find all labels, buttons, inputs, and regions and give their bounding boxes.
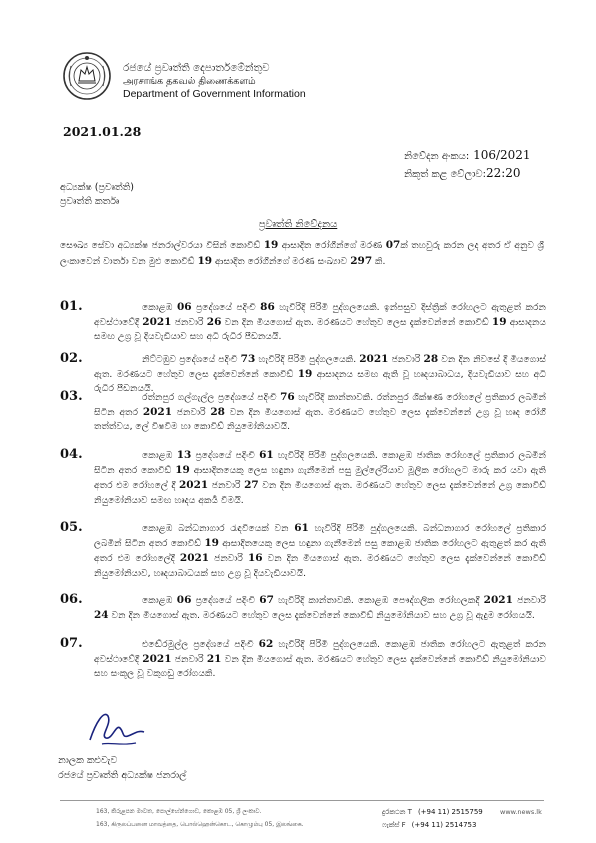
report-item-figure: 13 — [176, 449, 192, 461]
report-item-segment: හැවිරිදි පිරිමි පුද්ගලයෙකි. බන්ධනාගාර රෝහලේ ප්‍රතිකාර ලබමින් සිටින අතර කොවිඩ් — [94, 523, 547, 550]
report-item — [60, 389, 546, 445]
intro-text: ආසාදිත රෝගීන්ගේ මරණ සංඛ්‍යාව — [212, 255, 351, 267]
report-item-segment: ජනවාරි — [171, 654, 207, 666]
report-item-number: 03. — [60, 389, 83, 404]
report-item-figure: 2021 — [142, 406, 173, 419]
report-item-figure: 26 — [206, 316, 222, 329]
intro-paragraph — [60, 238, 544, 269]
report-item-figure: 2021 — [359, 353, 389, 365]
report-item-figure: 62 — [258, 638, 274, 650]
document-heading: ප්‍රවෘත්ති නිවේදනය — [258, 219, 338, 230]
report-item — [60, 299, 546, 349]
intro-text: ක් තහවුරු කරන ලද අතර ඒ අනුව ශ්‍රී ලංකාවෙන් වාර්තා වන මුළු කොවිඩ් — [60, 240, 544, 267]
signature-icon — [82, 702, 162, 752]
report-item-segment: කොළඹ — [142, 450, 177, 461]
report-item-segment: කොළඹ — [142, 595, 177, 606]
report-item-figure: 19 — [297, 368, 313, 381]
recipient-director: අධ්‍යක්ෂ (ප්‍රවෘත්ති) — [60, 182, 135, 193]
report-item-figure: 61 — [294, 522, 309, 534]
report-item-figure: 2021 — [483, 594, 513, 606]
report-item-segment: හැවිරිදි කාන්තාවකි. කොළඹ පෞද්ගලික රෝහලකදී — [273, 595, 484, 606]
report-item-segment: ජනවාරි — [171, 317, 207, 329]
report-item-number: 07. — [60, 636, 83, 651]
report-item-segment: ජනවාරි — [512, 595, 546, 606]
report-item-segment: ප්‍රදේශයේ පදිංචි — [191, 302, 261, 313]
government-emblem-icon — [62, 50, 112, 102]
report-item-number: 06. — [60, 592, 83, 607]
footer-phone — [382, 808, 483, 817]
footer-phone-label: දුරකථන T — [382, 808, 412, 816]
department-name — [123, 62, 306, 101]
report-item-figure: 16 — [247, 552, 263, 565]
report-item-figure: 2021 — [142, 653, 172, 666]
footer-address-sinhala: 163, කිරුළපන මාවත, පොල්හේන්ගොඩ, කොළඹ 05, ශ්‍රී ලංකාව. — [96, 808, 262, 815]
report-item-segment: ආසාදනය සමඟ උග්‍ර වූ දියවැඩියාව සහ අධි රුධිර පීඩනයයි. — [94, 317, 546, 343]
report-item-segment: ආසාදනය සමඟ ඇති වූ හෘදයාබාධය, දියවැඩියාව සහ අධි රුධිර පීඩනයයි. — [94, 369, 546, 395]
report-item — [60, 351, 546, 395]
report-item-figure: 19 — [175, 464, 190, 477]
report-item-figure: 67 — [259, 594, 274, 606]
signatory-name: නාලක කළුවැව — [58, 755, 118, 766]
report-item-segment: හැවිරිදි කාන්තාවකි. රත්නපුර ශික්ෂණ රෝහලේ ප්‍රතිකාර ලබමින් සිටින අතර — [94, 392, 546, 419]
intro-text: සෞඛ්‍ය සේවා අධ්‍යක්ෂ ජනරාල්වරයා විසින් කොවිඩ් — [60, 240, 264, 251]
report-item-figure: 24 — [94, 609, 109, 622]
report-item-text — [94, 593, 546, 623]
report-item-text — [94, 521, 546, 581]
release-date: 2021.01.28 — [63, 124, 142, 139]
intro-number: 19 — [263, 239, 279, 251]
intro-total-deaths: 297 — [350, 254, 373, 267]
recipient-editor: ප්‍රවෘත්ති කර්තෘ — [60, 196, 120, 207]
report-item-segment: වන දින මියගොස් ඇත. මරණයට හේතුව ලෙස දැක්වෙන්නේ කොවිඩ් — [221, 317, 492, 329]
report-item-segment: ආසාදිතයෙකු ලෙස හඳුනා ගැනීමෙන් පසු කොළඹ ජාතික රෝහලට ඇතුළත් කර ඇති අතර එම රෝහලේදී — [94, 538, 546, 565]
footer-fax-value: (+94 11) 2514753 — [411, 821, 477, 829]
report-item-text — [94, 637, 546, 682]
release-time-value: 22:20 — [485, 166, 521, 180]
report-item-segment: හැවිරිදි පිරිමි පුද්ගලයෙකි. ඉන්පසුව දිස්ත්‍රික් රෝහලට ඇතුළත් කරන අවස්ථාවේදී — [94, 302, 547, 329]
report-item-segment: කොළඹ — [142, 302, 177, 313]
report-item-segment: ප්‍රදේශයේ පදිංචි — [191, 450, 260, 461]
report-item-figure: 76 — [280, 391, 295, 403]
report-item-segment: ජනවාරි — [208, 480, 245, 492]
release-number — [404, 148, 531, 162]
release-number-value: 106/2021 — [473, 148, 531, 162]
report-item-segment: වන දින මියගොස් ඇත. මරණයට හේතුව ලෙස දැක්වෙන්නේ උග්‍ර වූ හෘද රෝගී තත්ත්වය, ලේ විෂවීම හා කොවිඩ් නියුමෝනියාවයි. — [94, 407, 547, 433]
report-item-segment: වන දින මියගොස් ඇත. මරණයට හේතුව ලෙස දැක්වෙන්නේ කොවිඩ් නියුමෝනියාව, හෘදයාබාධයක් සහ උග්‍ර වූ දියවැඩියාවයි. — [94, 553, 546, 579]
report-item-figure: 2021 — [179, 552, 210, 565]
report-item-figure: 28 — [423, 353, 439, 365]
footer-divider — [60, 800, 544, 801]
report-item-figure: 61 — [259, 449, 274, 461]
report-item-figure: 73 — [240, 353, 256, 365]
department-name-sinhala: රජයේ ප්‍රවෘත්ති දෙපාර්තමේන්තුව — [123, 62, 270, 74]
report-item — [60, 520, 546, 590]
footer-fax-label: ෆැක්ස් F — [382, 821, 406, 829]
report-item-figure: 27 — [244, 479, 259, 492]
footer-fax — [382, 821, 476, 830]
report-item-figure: 86 — [260, 301, 275, 313]
signatory-title: රජයේ ප්‍රවෘත්ති අධ්‍යක්ෂ ජනරාල් — [58, 770, 187, 781]
release-time — [404, 166, 521, 180]
report-item-figure: 19 — [204, 537, 219, 550]
report-item-figure: 06 — [176, 594, 192, 606]
report-item — [60, 636, 546, 686]
report-item-segment: වන දින මියගොස් ඇත. මරණයට හේතුව ලෙස දැක්වෙන්නේ කොවිඩ් නියුමෝනියාව සහ උග්‍ර වූ ඇදුම රෝගයයි. — [108, 610, 535, 622]
report-item-figure: 2021 — [178, 479, 209, 492]
report-item-segment: වන දින මියගොස් ඇත. මරණයට හේතුව ලෙස දැක්වෙන්නේ උග්‍ර කොවිඩ් නියුමෝනියාව සමඟ හෘදය අකර්‍ය වීමයි. — [94, 480, 546, 506]
report-item-number: 04. — [60, 447, 83, 462]
report-item-segment: ජනවාරි — [388, 354, 424, 365]
footer-website: www.news.lk — [500, 808, 542, 816]
report-item-number: 05. — [60, 520, 83, 535]
report-item-text — [94, 448, 546, 508]
report-item-figure: 21 — [206, 653, 222, 666]
footer-phone-value: (+94 11) 2515759 — [417, 808, 483, 816]
report-item-segment: ප්‍රදේශයේ පදිංචි — [191, 595, 260, 606]
footer-address-tamil: 163, கிருலப்பனை மாவத்தை, பொல்ஹென்கொட, கொழும்பு 05, இலங்கை. — [96, 821, 304, 828]
report-item-segment: වන දින නිවසේ දී මියගොස් ඇත. මරණයට හේතුව ලෙස දැක්වෙන්නේ කොවිඩ් — [94, 354, 546, 381]
report-item-segment: හැවිරිදි පිරිමි පුද්ගලයෙකි. — [255, 354, 360, 365]
release-number-label: නිවේදන අංකය: — [404, 151, 470, 162]
report-item-segment: කොළඹ බන්ධනාගාර රැඳවියෙක් වන — [142, 523, 295, 534]
report-item-segment: හැවිරිදි පිරිමි පුද්ගලයෙකි. කොළඹ ජාතික රෝහලේ ප්‍රතිකාර ලබමින් සිටින අතර කොවිඩ් — [94, 450, 546, 477]
intro-number: 07 — [385, 239, 401, 251]
intro-text: කි. — [372, 255, 386, 267]
release-time-label: නිකුත් කළ වේලාව: — [404, 169, 486, 180]
report-item-number: 01. — [60, 299, 83, 314]
report-item-figure: 06 — [177, 301, 192, 313]
report-item-segment: ජනවාරි — [172, 407, 211, 419]
report-item-segment: වන දින මියගොස් ඇත. මරණයට හේතුව ලෙස දැක්වෙන්නේ කොවිඩ් නියුමෝනියාව සහ සංකූල වූ වකුගඩු රෝගයකි. — [94, 654, 546, 680]
report-item-segment: හැවිරිදි පිරිමි පුද්ගලයෙකි. කොළඹ ජාතික රෝහලට ඇතුළත් කරන අවස්ථාවේදී — [94, 639, 546, 666]
report-item-segment: ආසාදිතයෙකු ලෙස හඳුනා ගැනීමෙන් පසු මුල්ලේරියාව මූලික රෝහලට මාරු කර යවා ඇති අතර එම රෝහලේ දී — [94, 465, 546, 492]
report-item-segment: එඬේරමුල්ල ප්‍රදේශයේ පදිංචි — [142, 639, 259, 650]
report-item — [60, 447, 546, 517]
report-item-figure: 2021 — [142, 316, 172, 329]
intro-text: ආසාදිත රෝගීන්ගේ මරණ — [278, 240, 386, 251]
report-item-text — [94, 390, 546, 435]
report-item — [60, 592, 546, 634]
report-item-segment: ජනවාරි — [209, 553, 248, 565]
intro-number: 19 — [197, 254, 213, 267]
report-item-figure: 19 — [491, 316, 507, 329]
department-name-tamil: அரசாங்க தகவல் திணைக்களம் — [123, 76, 256, 87]
report-item-text — [94, 300, 546, 345]
report-item-segment: රත්නපුර ගල්ගැල්ල ප්‍රදේශයේ පදිංචි — [142, 392, 281, 403]
report-item-segment: නිට්ටඹුව ප්‍රදේශයේ පදිංචි — [142, 354, 241, 365]
report-item-figure: 28 — [210, 406, 225, 419]
report-item-number: 02. — [60, 351, 83, 366]
department-name-english: Department of Government Information — [123, 88, 306, 100]
